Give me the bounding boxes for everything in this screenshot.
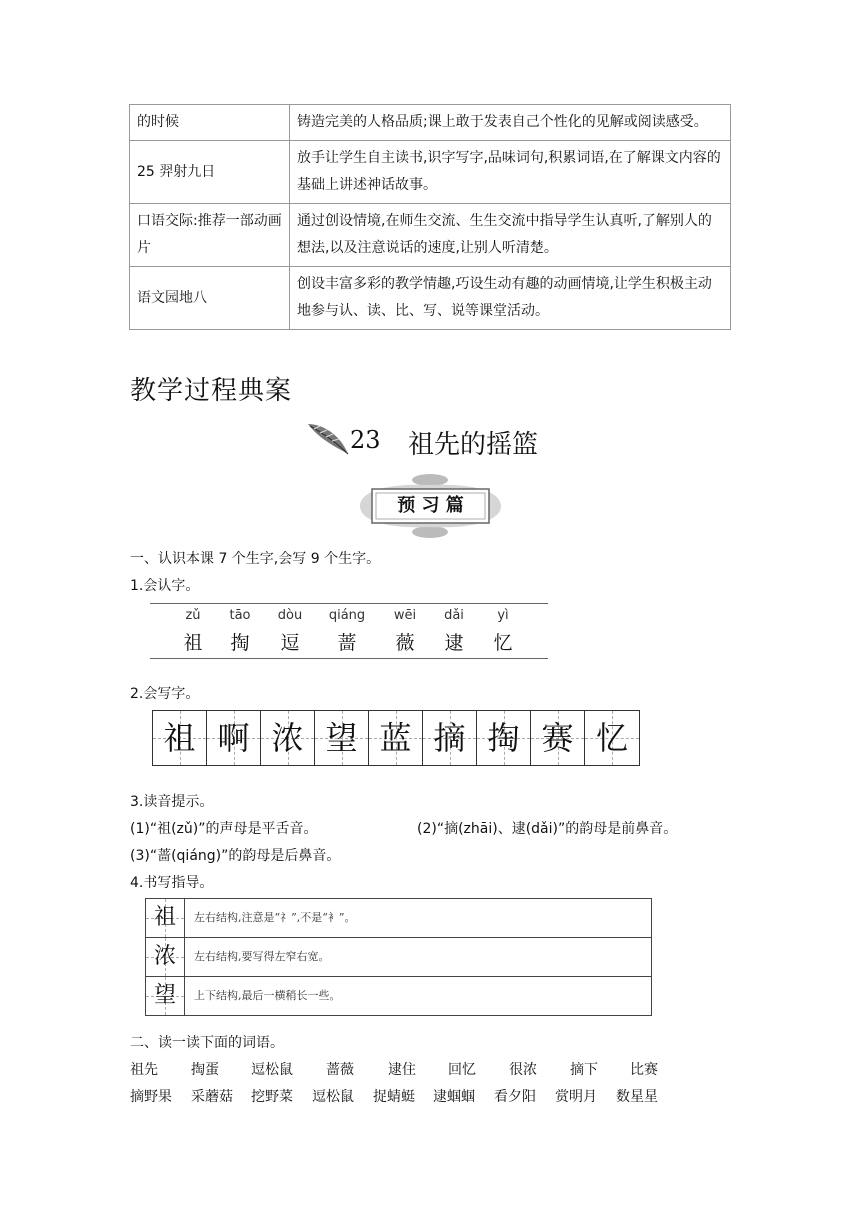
word: 逮住	[388, 1062, 416, 1078]
table-row	[130, 204, 731, 267]
hanzi: 薇	[395, 632, 415, 654]
grid-cell	[261, 711, 315, 765]
badge-label: 预 习 篇	[397, 495, 464, 516]
word: 很浓	[509, 1062, 537, 1078]
writing-grid	[152, 710, 640, 766]
char-cell	[429, 608, 479, 655]
word: 回忆	[448, 1062, 476, 1078]
grid-char: 望	[325, 719, 358, 757]
char-cell	[380, 608, 430, 655]
guide-char	[146, 899, 185, 937]
word: 祖先	[130, 1062, 158, 1078]
grid-char: 祖	[163, 719, 196, 757]
word: 逗松鼠	[312, 1089, 354, 1105]
guide-text: 左右结构,注意是“礻”,不是“衤”。	[194, 911, 356, 924]
grid-cell	[423, 711, 477, 765]
lesson-number: 23	[350, 426, 381, 454]
pinyin: dǎi	[444, 608, 464, 623]
guide-row	[146, 899, 651, 938]
grid-cell	[477, 711, 531, 765]
lesson-cell: 语文园地八	[130, 267, 290, 330]
pinyin: wēi	[393, 608, 417, 623]
char-cell	[265, 608, 315, 655]
grid-cell	[153, 711, 207, 765]
lesson-title: 祖先的摇篮	[408, 430, 539, 460]
hanzi: 忆	[493, 632, 513, 654]
grid-char: 啊	[217, 719, 250, 757]
char-cell	[322, 608, 372, 655]
grid-char: 掏	[487, 719, 520, 757]
word: 数星星	[616, 1089, 658, 1105]
lesson-plan-table	[129, 104, 731, 330]
word: 采蘑菇	[191, 1089, 233, 1105]
goal-cell: 通过创设情境,在师生交流、生生交流中指导学生认真听,了解别人的想法,以及注意说话的速度,让别人听清楚。	[290, 204, 731, 267]
goal-cell: 铸造完美的人格品质;课上敢于发表自己个性化的见解或阅读感受。	[290, 105, 731, 141]
section-title: 教学过程典案	[130, 376, 293, 406]
char-cell	[215, 608, 265, 655]
lesson-heading	[300, 420, 570, 466]
grid-cell	[315, 711, 369, 765]
guide-label: 4.书写指导。	[130, 875, 214, 891]
pinyin: tāo	[229, 608, 251, 623]
table-row	[130, 105, 731, 141]
word: 逗松鼠	[251, 1062, 293, 1078]
hint-2: (2)“摘(zhāi)、逮(dǎi)”的韵母是前鼻音。	[417, 821, 678, 837]
guide-char-text: 望	[153, 983, 176, 1008]
preview-badge	[358, 473, 503, 539]
hint-3: (3)“蔷(qiáng)”的韵母是后鼻音。	[130, 848, 341, 864]
grid-char: 蓝	[379, 719, 412, 757]
part2-heading: 二、读一读下面的词语。	[130, 1035, 284, 1051]
grid-cell	[207, 711, 261, 765]
lesson-cell: 25 羿射九日	[130, 141, 290, 204]
word: 赏明月	[555, 1089, 597, 1105]
recognize-label: 1.会认字。	[130, 578, 200, 594]
hanzi: 祖	[183, 632, 203, 654]
hanzi: 逗	[280, 632, 300, 654]
hanzi: 蔷	[337, 632, 357, 654]
table-row	[130, 267, 731, 330]
word: 摘下	[570, 1062, 598, 1078]
hanzi: 逮	[444, 632, 464, 654]
hint-label: 3.读音提示。	[130, 794, 214, 810]
pinyin: yì	[497, 608, 509, 623]
guide-row	[146, 977, 651, 1015]
goal-cell: 放手让学生自主读书,识字写字,品味词句,积累词语,在了解课文内容的基础上讲述神话故事。	[290, 141, 731, 204]
word: 逮蝈蝈	[433, 1089, 475, 1105]
part1-heading: 一、认识本课 7 个生字,会写 9 个生字。	[130, 551, 381, 567]
char-cell	[168, 608, 218, 655]
pinyin: zǔ	[185, 608, 201, 623]
guide-char	[146, 938, 185, 976]
word: 挖野菜	[251, 1089, 293, 1105]
guide-char-text: 祖	[153, 905, 176, 930]
grid-cell	[585, 711, 639, 765]
word: 掏蛋	[191, 1062, 219, 1078]
guide-char-text: 浓	[153, 944, 176, 969]
word: 蔷薇	[326, 1062, 354, 1078]
pinyin: qiáng	[328, 608, 366, 623]
goal-cell: 创设丰富多彩的教学情趣,巧设生动有趣的动画情境,让学生积极主动地参与认、读、比、写、说等课堂活动。	[290, 267, 731, 330]
lesson-cell: 的时候	[130, 105, 290, 141]
guide-char	[146, 977, 185, 1015]
guide-text: 左右结构,要写得左窄右宽。	[194, 950, 330, 963]
grid-char: 赛	[541, 719, 574, 757]
feather-icon	[304, 420, 352, 460]
table-row	[130, 141, 731, 204]
char-cell	[478, 608, 528, 655]
writing-guide-table	[145, 898, 652, 1016]
recognize-chars-table	[150, 603, 548, 659]
word: 看夕阳	[494, 1089, 536, 1105]
grid-cell	[531, 711, 585, 765]
word: 比赛	[630, 1062, 658, 1078]
write-label: 2.会写字。	[130, 686, 200, 702]
word: 捉蜻蜓	[373, 1089, 415, 1105]
grid-char: 浓	[271, 719, 304, 757]
word: 摘野果	[130, 1089, 172, 1105]
hanzi: 掏	[230, 632, 250, 654]
grid-char: 摘	[433, 719, 466, 757]
grid-char: 忆	[595, 719, 628, 757]
pinyin: dòu	[277, 608, 303, 623]
guide-row	[146, 938, 651, 977]
hint-1: (1)“祖(zǔ)”的声母是平舌音。	[130, 821, 318, 837]
guide-text: 上下结构,最后一横稍长一些。	[194, 989, 341, 1002]
grid-cell	[369, 711, 423, 765]
lesson-cell: 口语交际:推荐一部动画片	[130, 204, 290, 267]
